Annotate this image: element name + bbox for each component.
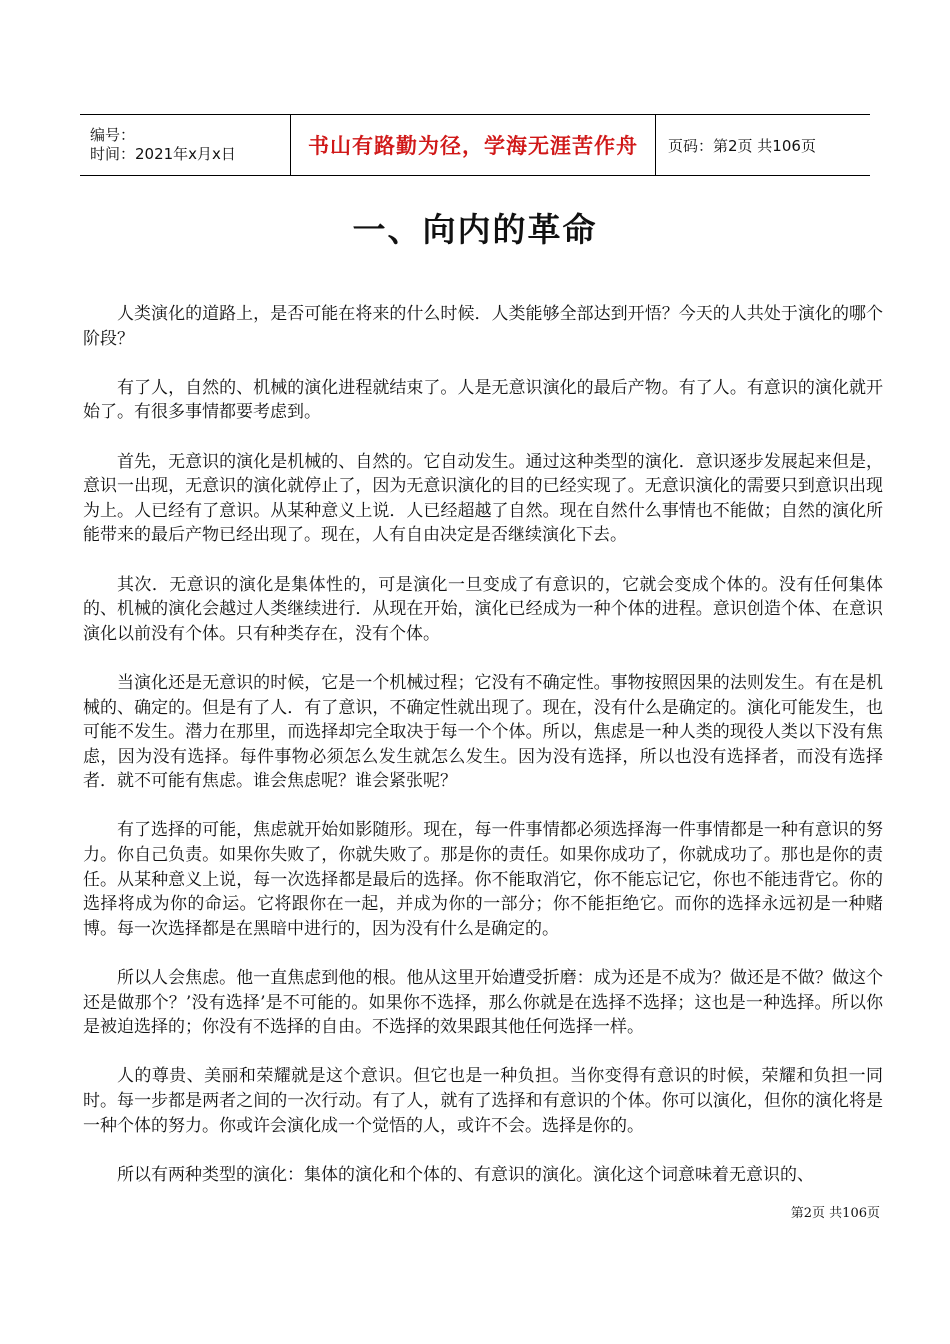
page-title: 一、向内的革命: [352, 210, 598, 249]
header-table: [80, 114, 870, 176]
header-page-info: [656, 115, 870, 175]
header-motto-cell: [291, 115, 656, 175]
paragraph: 人类演化的道路上，是否可能在将来的什么时候．人类能够全部达到开悟？今天的人共处于演化的哪个阶段？: [83, 304, 883, 349]
paragraph: 首先，无意识的演化是机械的、自然的。它自动发生。通过这种类型的演化．意识逐步发展起来但是，意识一出现，无意识的演化就停止了，因为无意识演化的目的已经实现了。无意识演化的需要只到意识出现为上。人已经有了意识。从某种意义上说．人已经超越了自然。现在自然什么事情也不能做；自然的演化所能带来的最后产物已经出现了。现在，人有自由决定是否继续演化下去。: [83, 451, 883, 546]
paragraph: 有了选择的可能，焦虑就开始如影随形。现在，每一件事情都必须选择海一件事情都是一种有意识的努力。你自己负责。如果你失败了，你就失败了。那是你的责任。如果你成功了，你就成功了。那也是你的责任。从某种意义上说，每一次选择都是最后的选择。你不能取消它，你不能忘记它，你也不能违背它。你的选择将成为你的命运。它将跟你在一起，并成为你的一部分；你不能拒绝它。而你的选择永远初是一种赌博。每一次选择都是在黑暗中进行的，因为没有什么是确定的。: [83, 820, 883, 939]
paragraph: 当演化还是无意识的时候，它是一个机械过程；它没有不确定性。事物按照因果的法则发生。有在是机械的、确定的。但是有了人．有了意识，不确定性就出现了。现在，没有什么是确定的。演化可能发生，也可能不发生。潜力在那里，而选择却完全取决于每一个个体。所以，焦虑是一种人类的现役人类以下没有焦虑，因为没有选择。每件事物必须怎么发生就怎么发生。因为没有选择，所以也没有选择者，而没有选择者．就不可能有焦虑。谁会焦虑呢？谁会紧张呢？: [83, 672, 883, 792]
header-meta: [80, 115, 291, 175]
paragraph: 所以有两种类型的演化：集体的演化和个体的、有意识的演化。演化这个词意味着无意识的、: [117, 1164, 814, 1185]
motto-text: 书山有路勤为径，学海无涯苦作舟: [308, 134, 638, 158]
paragraph: 人的尊贵、美丽和荣耀就是这个意识。但它也是一种负担。当你变得有意识的时候，荣耀和负担一同时。每一步都是两者之间的一次行动。有了人，就有了选择和有意识的个体。你可以演化，但你的演化将是一种个体的努力。你或许会演化成一个觉悟的人，或许不会。选择是你的。: [83, 1066, 883, 1136]
number-label: 编号：: [90, 126, 136, 144]
page-footer: 第2页 共106页: [790, 1206, 880, 1221]
paragraph: 其次．无意识的演化是集体性的，可是演化一旦变成了有意识的，它就会变成个体的。没有任何集体的、机械的演化会越过人类继续进行．从现在开始，演化已经成为一种个体的进程。意识创造个体、在意识演化以前没有个体。只有种类存在，没有个体。: [83, 574, 883, 644]
paragraph: 有了人，自然的、机械的演化进程就结束了。人是无意识演化的最后产物。有了人。有意识的演化就开始了。有很多事情都要考虑到。: [83, 377, 883, 423]
page-info-text: 页码：第2页 共106页: [668, 136, 816, 155]
time-label: 时间：2021年x月x日: [90, 145, 236, 163]
body-text: [83, 302, 883, 1212]
paragraph: 所以人会焦虑。他一直焦虑到他的根。他从这里开始遭受折磨：成为还是不成为？做还是不做？做这个还是做那个？’没有选择’是不可能的。如果你不选择，那么你就是在选择不选择；这也是一种选择。所以你是被迫选择的；你没有不选择的自由。不选择的效果跟其他任何选择一样。: [83, 968, 883, 1038]
